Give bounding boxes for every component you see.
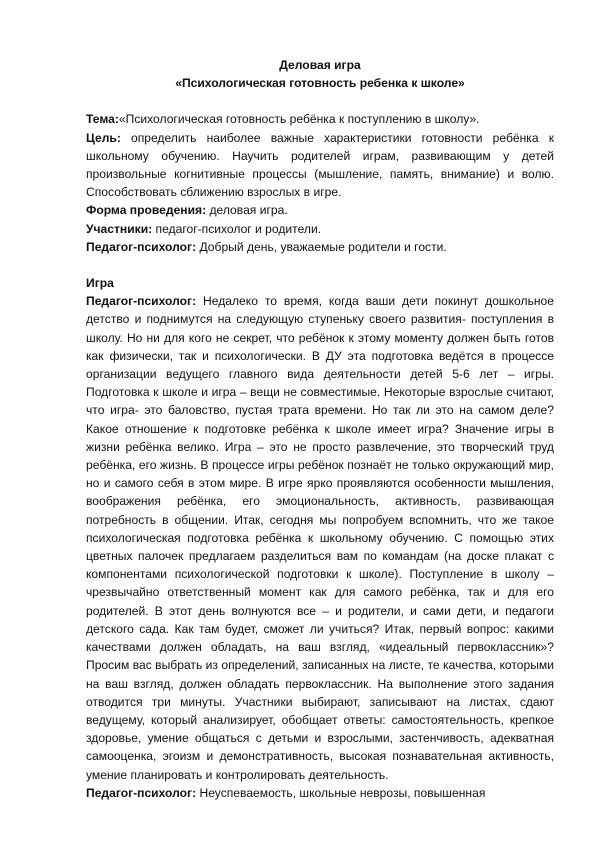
topic-paragraph [86,110,554,128]
game-heading: Игра [86,276,114,291]
goal-text: определить наиболее важные характеристики готовности ребёнка к школьному обучению. Научить родителей играм, развивающим у детей произвольные когнитивные процессы (мышление, память, внимание) и волю. Способствовать сближению взрослых в игре. [86,130,554,200]
form-text: деловая игра. [206,203,288,218]
title-line: Деловая игра [279,58,361,72]
form-paragraph [86,201,554,219]
speech2-text: Неуспеваемость, школьные неврозы, повышенная [196,785,486,800]
speech2-label: Педагог-психолог: [86,785,197,800]
speech1-text: Недалеко то время, когда ваши дети покинут дошкольное детство и поднимутся на следующую ступеньку своего развития- поступления в школу. Но ни для кого не секрет, что ребёнок к этому моменту должен быть готов как физически, так и психологически. В ДУ эта подготовка ведётся в процессе организации ведущего главного вида деятельности детей 5-6 лет – игры. Подготовка к школе и игра – вещи не совместимые. Некоторые взрослые считают, что игра- это баловство, пустая трата времени. Но так ли это на самом деле? Какое отношение к подготовке ребёнка к школе имеет игра? Значение игры в жизни ребёнка велико. Игра – это не просто развлечение, это творческий труд ребёнка, его жизнь. В процессе игры ребёнок познаёт не только окружающий мир, но и самого себя в этом мире. В игре ярко проявляются особенности мышления, воображения ребёнка, его эмоциональность, активность, развивающая потребность в общении. Итак, сегодня мы попробуем вспомнить, что же такое психологическая подготовка ребёнка к школьному обучению. С помощью этих цветных палочек предлагаем разделиться вам по командам (на доске плакат с компонентами психологической подготовки к школе). Поступление в школу – чрезвычайно ответственный момент как для самого ребёнка, так и для его родителей. В этот день волнуются все – и родители, и сами дети, и педагоги детского сада. Как там будет, сможет ли учиться? Итак, первый вопрос: какими качествами должен обладать, на ваш взгляд, «идеальный первоклассник»? Просим вас выбрать из определений, записанных на листе, те качества, которыми на ваш взгляд, должен обладать первоклассник. На выполнение этого задания отводится три минуты. Участники выбирают, записывают на листах, сдают ведущему, который анализирует, обобщает ответы: самостоятельность, крепкое здоровье, умение общаться с детьми и взрослыми, застенчивость, адекватная самооценка, эгоизм и демонстративность, высокая познавательная активность, умение планировать и контролировать деятельность. [86,294,554,782]
greeting-label: Педагог-психолог: [86,239,197,254]
speech1-paragraph [86,292,554,783]
participants-text: педагог-психолог и родители. [152,221,322,236]
speech1-label: Педагог-психолог: [86,294,197,309]
subtitle-line: «Психологическая готовность ребенка к школе» [175,76,465,91]
form-label: Форма проведения: [86,203,207,218]
participants-label: Участники: [86,221,153,236]
spacer [86,256,554,274]
goal-label: Цель: [86,130,121,145]
speech2-paragraph [86,784,554,802]
document-title [86,56,554,92]
spacer [86,92,554,110]
topic-label: Тема: [86,112,119,127]
greeting-paragraph [86,238,554,256]
topic-text: «Психологическая готовность ребёнка к поступлению в школу». [118,112,480,127]
participants-paragraph [86,220,554,238]
greeting-text: Добрый день, уважаемые родители и гости. [196,239,447,254]
goal-paragraph [86,129,554,202]
document-page [86,56,554,802]
